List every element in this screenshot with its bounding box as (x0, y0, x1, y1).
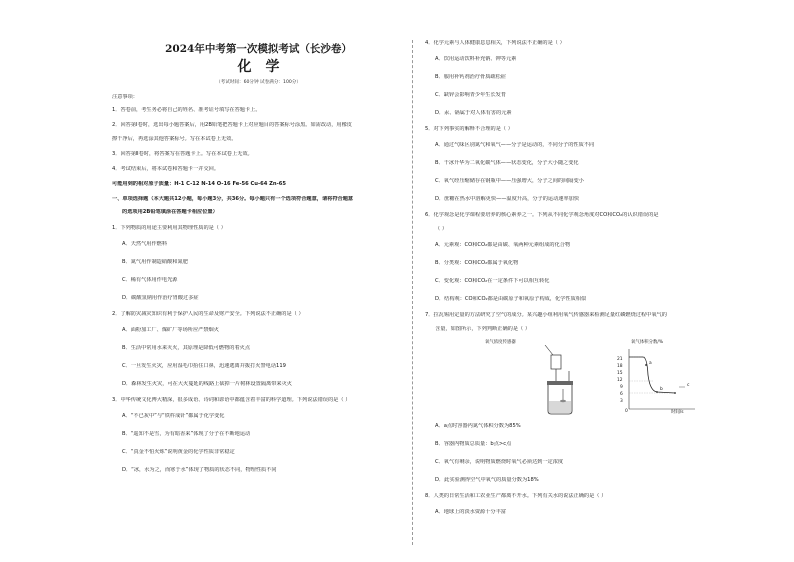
question-stem: 3．中华传统文化博大精深，很多成语、诗词和谚语中都蕴含着丰富的科学道理。下列说法错误的是（ ） (112, 397, 351, 403)
option-a: A．地球上的淡水资源十分丰富 (435, 509, 506, 515)
option-d: D．“冰，水为之，而寒于水”体现了物质的状态不同，物理性质不同 (122, 467, 277, 473)
option-b: B．服用补钙剂治疗骨质疏松症 (435, 74, 506, 80)
option-c: C．缺锌会影响青少年生长发育 (435, 92, 507, 98)
graph-y-label: 氧气体积分数/% (631, 340, 663, 345)
option-b: B．分类观：CO和CO₂都属于氧化物 (435, 260, 519, 266)
option-b: B．生活中常用水来灭火，其原理是降低可燃物的着火点 (122, 345, 251, 351)
option-c: C．稀有气体用作电光源 (122, 277, 178, 283)
question-8 (425, 493, 775, 516)
oxygen-graph (615, 345, 725, 417)
question-1 (112, 225, 405, 302)
question-5 (425, 126, 775, 203)
question-stem: 7．拉瓦锡用定量的方法研究了空气的成分。某兴趣小组利用氧气传感器来检测足量红磷燃烧过程中氧气的 (425, 312, 667, 318)
y-tick: 9 (620, 385, 623, 390)
y-tick: 3 (620, 399, 623, 404)
question-stem: 8．人类的日常生活和工农业生产都离不开水。下列有关水的说法正确的是（ ） (425, 493, 607, 499)
option-b: B．容器内物质总质量：b点>c点 (435, 441, 512, 447)
exam-meta: （考试时间：60分钟 试卷满分：100分） (216, 80, 301, 85)
option-d: D．结构观：CO和CO₂都是由碳原子和氧原子构成，化学性质相似 (435, 296, 587, 302)
question-2 (112, 311, 405, 388)
question-stem: 2．了解防灾减灾知识有利于保护人民的生命及财产安全。下列说法不正确的是（ ） (112, 311, 304, 317)
option-b: B．“遥知不是雪，为有暗香来”体现了分子在不断地运动 (122, 431, 251, 437)
question-stem-cont: （ ） (435, 226, 448, 232)
point-label-c: c (687, 383, 690, 388)
option-b: B．氮气用作制造硝酸和氮肥 (122, 259, 188, 265)
question-7 (425, 312, 775, 484)
section-heading: 一、单项选择题（本大题共12小题，每小题3分，共36分。每小题只有一个选项符合题意，请将符合题意 (112, 196, 354, 202)
atomic-masses: 可能用到的相对原子质量：H-1 C-12 N-14 O-16 Fe-56 Cu-64 Zn-65 (112, 181, 287, 187)
question-stem-cont: 含量，如图所示，下列判断正确的是（ ） (435, 326, 531, 332)
option-c: C．一旦发生火灾，应用湿毛巾捂住口鼻，迅速逃离并拨打火警电话119 (122, 363, 286, 369)
option-a: A．“不已灰中”与“铁杵成针”都属于化学变化 (122, 413, 225, 419)
option-a: A．a点时容器内氮气体积分数为85% (435, 423, 521, 429)
question-4 (425, 40, 775, 117)
left-column (112, 40, 405, 474)
option-d: D．森林发生火灾，可在大火蔓延的线路上砍掉一片树林设置隔离带来灭火 (122, 381, 292, 387)
notes-heading: 注意事项： (112, 94, 138, 100)
note-item: 4．考试结束后，将本试卷和答题卡一并交回。 (112, 166, 220, 172)
column-divider (412, 40, 413, 545)
graph-x-label: 时间/s (671, 410, 684, 415)
y-tick: 21 (617, 357, 623, 362)
apparatus-label: 氧气浓度传感器 (485, 340, 516, 345)
point-label-a: a (649, 361, 652, 366)
exam-title: 2024年中考第一次模拟考试（长沙卷） (165, 43, 352, 55)
question-stem: 6．化学观念是化学课程要培养的核心素养之一。下列从不同化学观念角度对CO和CO₂的认识错误的是 (425, 212, 659, 218)
question-stem: 5．对下列事实的解释不合理的是（ ） (425, 126, 513, 132)
y-tick: 15 (617, 371, 623, 376)
point-label-b: b (660, 387, 663, 392)
option-b: B．干冰升华为二氧化碳气体——状态变化，分子大小随之变化 (435, 160, 579, 166)
y-tick: 18 (617, 364, 623, 369)
y-tick: 6 (620, 392, 623, 397)
y-tick: 12 (617, 378, 623, 383)
note-item: 3．回答第Ⅱ卷时，将答案写在答题卡上。写在本试卷上无效。 (112, 151, 253, 157)
note-item: 2．回答第Ⅰ卷时，选出每小题答案后，用2B铅笔把答题卡上对应题目的答案标号涂黑。如需改动，用橡皮 (112, 122, 352, 128)
option-a: A．通过气味区别氮气和氧气——分子是运动的，不同分子的性质不同 (435, 142, 595, 148)
option-a: A．元素观：CO和CO₂都是由碳、氧两种元素组成的化合物 (435, 242, 571, 248)
question-stem: 1．下列物质的用途主要利用其物理性质的是（ ） (112, 225, 226, 231)
question-stem: 4．化学元素与人体健康息息相关，下列说法不正确的是（ ） (425, 40, 565, 46)
option-c: C．氧气经压缩储存在钢瓶中——压强增大，分子之间的间隔变小 (435, 178, 584, 184)
option-d: D．蔗糖在热水中溶解更快——温度升高，分子的运动速率加快 (435, 196, 580, 202)
option-a: A．面粉加工厂、煤矿厂等场所应严禁烟火 (122, 327, 219, 333)
question-6 (425, 212, 775, 303)
question-3 (112, 397, 405, 474)
option-c: C．“真金不怕火炼”说明黄金的化学性质非常稳定 (122, 449, 235, 455)
option-a: A．天然气用作燃料 (122, 241, 168, 247)
option-d: D．此实验测得空气中氧气的质量分数为18% (435, 477, 539, 483)
apparatus-diagram (535, 345, 587, 417)
experiment-figure (425, 339, 775, 419)
subject-title: 化学 (237, 59, 294, 75)
option-d: D．碳酸氢钠用作治疗胃酸过多症 (122, 295, 199, 301)
right-column (425, 40, 775, 516)
section-heading-cont: 的选项用2B铅笔填涂在答题卡相应位置） (122, 209, 218, 215)
note-item: 1．答卷前，考生务必将自己的姓名、准考证号填写在答题卡上。 (112, 107, 261, 113)
option-c: C．氧气有剩余，说明物质燃烧时氧气必须达到一定浓度 (435, 459, 564, 465)
option-d: D．汞、镉属于对人体有害的元素 (435, 110, 512, 116)
option-c: C．变化观：CO和CO₂在一定条件下可以相互转化 (435, 278, 550, 284)
graph-origin: 0 (625, 409, 628, 414)
option-a: A．饮用运动饮料补充钠、钾等元素 (435, 56, 517, 62)
note-item: 擦干净后，再选涂其他答案标号。写在本试卷上无效。 (112, 136, 237, 142)
